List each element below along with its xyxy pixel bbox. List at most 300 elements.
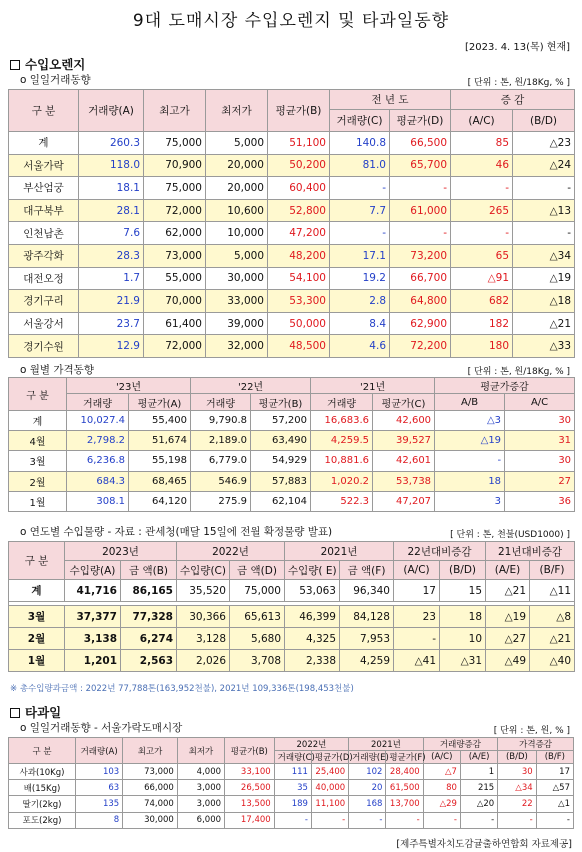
report-date: [2023. 4. 13(목) 현재] [464,42,570,53]
table-cell: 2.8 [330,290,390,313]
table-cell: 10,000 [206,222,268,245]
table-row [9,431,575,451]
table-cell: 168 [349,796,386,812]
row-label: 딸기(2kg) [9,796,76,812]
table-cell: 61,000 [390,199,451,222]
col-header: 구 분 [9,542,65,580]
table-row [9,812,574,828]
table-cell: 3,708 [230,650,285,672]
table-cell: - [451,222,513,245]
table-cell: 215 [460,780,497,796]
table-cell: 102 [349,764,386,780]
table-cell: 22 [498,796,536,812]
table-cell: 27 [505,471,575,491]
table-cell: - [330,222,390,245]
table-cell: 3,000 [177,780,224,796]
table-cell: 10,600 [206,199,268,222]
table-cell: △7 [423,764,460,780]
table-cell: 7.7 [330,199,390,222]
table-row [9,411,575,431]
table-cell: 1 [460,764,497,780]
table-cell: 10,881.6 [311,451,373,471]
table-cell: 546.9 [191,471,251,491]
table-cell: △1 [536,796,573,812]
table-cell: △31 [440,650,486,672]
table-cell: 9,790.8 [191,411,251,431]
table-cell: 32,000 [206,335,268,358]
table-cell: 66,000 [123,780,178,796]
table-cell: 86,165 [121,580,177,602]
table-cell: 6,000 [177,812,224,828]
table-cell: - [330,177,390,200]
col-header: 평균가(C) [373,394,435,411]
col-header: A/C [505,394,575,411]
row-label: 2월 [9,471,67,491]
table-cell: 62,104 [251,491,311,511]
row-label: 부산엄궁 [9,177,79,200]
table-cell: 40,000 [311,780,348,796]
table-cell: 47,207 [373,491,435,511]
table-cell: 17 [394,580,440,602]
table-cell: 18.1 [79,177,144,200]
row-label: 4월 [9,431,67,451]
row-label: 대전오정 [9,267,79,290]
table-cell: 522.3 [311,491,373,511]
table-row [9,650,575,672]
table-row [9,267,575,290]
table-cell: 30 [505,411,575,431]
table-cell: 53,738 [373,471,435,491]
col-header: 최고가 [123,738,178,764]
table-row [9,199,575,222]
table-cell: 1.7 [79,267,144,290]
table-cell: 4,000 [177,764,224,780]
daily-subtitle: o 일일거래동향 [20,74,91,86]
table-cell: - [349,812,386,828]
col-header: 2022년 [177,542,285,561]
table-cell: 55,400 [129,411,191,431]
table-cell: 1,201 [65,650,121,672]
table-cell: 72,200 [390,335,451,358]
table-cell: 5,000 [206,244,268,267]
table-row [9,764,574,780]
table-cell: △21 [530,628,575,650]
table-cell: 61,500 [386,780,423,796]
table-cell: 53,063 [285,580,340,602]
table-cell: 275.9 [191,491,251,511]
table-row [9,471,575,491]
source-footer: [제주특별자치도감귤출하연합회 자료제공] [396,839,572,850]
col-header: 수입량( E) [285,561,340,580]
col-header: 거래량 [311,394,373,411]
table-cell: △8 [530,606,575,628]
table-cell: 30 [498,764,536,780]
col-header: 구 분 [9,378,67,411]
table-cell: 30,000 [123,812,178,828]
table-cell: - [311,812,348,828]
table-cell: 60,400 [268,177,330,200]
col-header: (A/C) [423,751,460,764]
col-header: '23년 [67,378,191,394]
table-row [9,154,575,177]
table-cell: 140.8 [330,132,390,155]
col-header: (A/E) [486,561,530,580]
table-cell: 42,601 [373,451,435,471]
table-cell: - [513,222,575,245]
table-cell: △34 [513,244,575,267]
table-cell: 37,377 [65,606,121,628]
table-cell: 11,100 [311,796,348,812]
row-label: 서울가락 [9,154,79,177]
col-header: 가격증감 [498,738,574,751]
col-header: 증 감 [451,90,575,110]
row-label: 계 [9,132,79,155]
table-cell: 189 [274,796,311,812]
table-cell: 64,800 [390,290,451,313]
col-header: 최저가 [206,90,268,132]
table-cell: 7.6 [79,222,144,245]
table-cell: 85 [451,132,513,155]
table-cell: - [451,177,513,200]
col-header: 전 년 도 [330,90,451,110]
table-cell: - [536,812,573,828]
table-row [9,580,575,602]
table-cell: - [390,177,451,200]
table-row [9,780,574,796]
col-header: 구 분 [9,90,79,132]
col-header: 거래량(C) [274,751,311,764]
table-cell: 41,716 [65,580,121,602]
daily-table [8,89,575,358]
table-cell: - [513,177,575,200]
table-row [9,290,575,313]
row-label: 3월 [9,451,67,471]
table-cell: 2,189.0 [191,431,251,451]
table-cell: 4,325 [285,628,340,650]
table-cell: - [394,628,440,650]
table-cell: 28.3 [79,244,144,267]
table-row [9,491,575,511]
table-cell: - [390,222,451,245]
table-cell: 51,100 [268,132,330,155]
table-cell: △24 [513,154,575,177]
col-header: 2021년 [285,542,394,561]
table-cell: △19 [486,606,530,628]
table-cell: 180 [451,335,513,358]
table-cell: 18 [435,471,505,491]
table-cell: 62,000 [144,222,206,245]
table-cell: 3,138 [65,628,121,650]
table-cell: 103 [76,764,123,780]
col-header: 거래량(E) [349,751,386,764]
row-label: 광주각화 [9,244,79,267]
table-row [9,244,575,267]
table-cell: 81.0 [330,154,390,177]
table-cell: - [386,812,423,828]
row-label: 대구북부 [9,199,79,222]
table-cell: 28,400 [386,764,423,780]
table-cell: 8 [76,812,123,828]
table-cell: 75,000 [144,132,206,155]
table-row [9,222,575,245]
table-cell: 61,400 [144,312,206,335]
table-cell: △40 [530,650,575,672]
table-row [9,451,575,471]
table-cell: 3,000 [177,796,224,812]
col-header: 평균가(B) [251,394,311,411]
table-cell: 66,500 [390,132,451,155]
table-cell: 74,000 [123,796,178,812]
col-header: (A/C) [394,561,440,580]
table-cell: 39,000 [206,312,268,335]
col-header: 거래량(A) [79,90,144,132]
row-label: 인천남촌 [9,222,79,245]
table-cell: 57,200 [251,411,311,431]
col-header: 금 액(D) [230,561,285,580]
table-cell: - [435,451,505,471]
table-cell: 6,779.0 [191,451,251,471]
table-cell: 96,340 [340,580,394,602]
table-cell: 53,300 [268,290,330,313]
table-cell: 63,490 [251,431,311,451]
col-header: 평균가(B) [225,738,275,764]
table-cell: 23 [394,606,440,628]
table-cell: 63 [76,780,123,796]
section-fruit: 타과일 [10,703,61,721]
table-cell: 30 [505,451,575,471]
table-cell: 3 [435,491,505,511]
row-label: 1월 [9,650,65,672]
table-cell: 5,680 [230,628,285,650]
table-cell: 19.2 [330,267,390,290]
table-cell: 1,020.2 [311,471,373,491]
table-cell: 682 [451,290,513,313]
table-cell: 65 [451,244,513,267]
table-cell: 2,798.2 [67,431,129,451]
table-row [9,132,575,155]
table-cell: 54,100 [268,267,330,290]
table-cell: 46,399 [285,606,340,628]
table-cell: 2,563 [121,650,177,672]
table-cell: 66,700 [390,267,451,290]
row-label: 경기수원 [9,335,79,358]
table-cell: △20 [460,796,497,812]
table-cell: 33,100 [225,764,275,780]
table-cell: 17.1 [330,244,390,267]
col-header: 거래량 [67,394,129,411]
table-cell: 64,120 [129,491,191,511]
table-cell: 65,700 [390,154,451,177]
table-cell: 260.3 [79,132,144,155]
fruit-table [8,737,574,829]
col-header: (B/D) [498,751,536,764]
col-header: 수입량(C) [177,561,230,580]
col-header: '22년 [191,378,311,394]
table-row [9,628,575,650]
table-cell: - [498,812,536,828]
col-header: 거래량증감 [423,738,498,751]
table-cell: 55,000 [144,267,206,290]
col-header: 금 액(F) [340,561,394,580]
table-cell: 47,200 [268,222,330,245]
table-cell: 73,000 [144,244,206,267]
col-header: 거래량 [191,394,251,411]
monthly-unit: [ 단위 : 톤, 원/18Kg, % ] [467,367,570,377]
table-cell: 13,700 [386,796,423,812]
table-cell: △91 [451,267,513,290]
col-header: (B/F) [536,751,573,764]
table-cell: 72,000 [144,335,206,358]
annual-unit: [ 단위 : 톤, 천불(USD1000) ] [450,530,570,540]
table-cell: - [423,812,460,828]
table-cell: 21.9 [79,290,144,313]
table-cell: 16,683.6 [311,411,373,431]
table-cell: 50,000 [268,312,330,335]
table-cell: △18 [513,290,575,313]
table-cell: 70,000 [144,290,206,313]
table-cell: 25,400 [311,764,348,780]
square-bullet-icon [10,708,20,718]
table-cell: 684.3 [67,471,129,491]
table-cell: 20,000 [206,154,268,177]
table-cell: 6,236.8 [67,451,129,471]
table-cell: 30,000 [206,267,268,290]
monthly-subtitle: o 월별 가격동향 [20,364,94,376]
fruit-subtitle: o 일일거래동향 - 서울가락도매시장 [20,722,183,734]
table-cell: 42,600 [373,411,435,431]
table-cell: 8.4 [330,312,390,335]
table-cell: △41 [394,650,440,672]
page-title: 9대 도매시장 수입오렌지 및 타과일동향 [132,11,450,31]
table-cell: 15 [440,580,486,602]
table-cell: 73,200 [390,244,451,267]
table-cell: 118.0 [79,154,144,177]
table-cell: △27 [486,628,530,650]
col-header: 최고가 [144,90,206,132]
row-label: 배(15Kg) [9,780,76,796]
table-cell: 12.9 [79,335,144,358]
table-cell: 46 [451,154,513,177]
col-header: 22년대비증감 [394,542,486,561]
table-cell: 57,883 [251,471,311,491]
table-cell: 55,198 [129,451,191,471]
table-cell: 4,259 [340,650,394,672]
table-cell: 5,000 [206,132,268,155]
table-cell: 2,338 [285,650,340,672]
table-cell: 51,674 [129,431,191,451]
col-header: 평균가(A) [129,394,191,411]
col-header: 2023년 [65,542,177,561]
table-cell: △3 [435,411,505,431]
table-cell: 28.1 [79,199,144,222]
table-cell: △29 [423,796,460,812]
table-cell: 20,000 [206,177,268,200]
col-header: 거래량(A) [76,738,123,764]
col-header: (B/D) [440,561,486,580]
annual-table [8,541,575,672]
table-cell: 54,929 [251,451,311,471]
col-header: (A/E) [460,751,497,764]
col-header: 금 액(B) [121,561,177,580]
table-cell: 62,900 [390,312,451,335]
table-cell: 17,400 [225,812,275,828]
col-header: 21년대비증감 [486,542,575,561]
table-row [9,312,575,335]
table-cell: 6,274 [121,628,177,650]
row-label: 1월 [9,491,67,511]
col-header: 2022년 [274,738,349,751]
table-cell: 36 [505,491,575,511]
table-cell: 7,953 [340,628,394,650]
table-cell: 26,500 [225,780,275,796]
table-cell: 23.7 [79,312,144,335]
fruit-unit: [ 단위 : 톤, 원, % ] [493,726,570,736]
row-label: 계 [9,580,65,602]
table-cell: △19 [513,267,575,290]
table-cell: 31 [505,431,575,451]
table-cell: 35,520 [177,580,230,602]
table-cell: 72,000 [144,199,206,222]
total-import-note: ※ 총수입량과금액 : 2022년 77,788톤(163,952천불), 2021년 109,336톤(198,453천불) [10,684,354,694]
table-cell: - [274,812,311,828]
table-cell: 182 [451,312,513,335]
col-header: 평균가(F) [386,751,423,764]
col-header: A/B [435,394,505,411]
table-cell: 68,465 [129,471,191,491]
col-header: 평균가(D) [311,751,348,764]
table-cell: 35 [274,780,311,796]
row-label: 계 [9,411,67,431]
table-cell: 52,800 [268,199,330,222]
section-orange: 수입오렌지 [10,55,85,73]
row-label: 사과(10Kg) [9,764,76,780]
table-cell: 13,500 [225,796,275,812]
square-bullet-icon [10,60,20,70]
table-cell: △57 [536,780,573,796]
table-cell: 30,366 [177,606,230,628]
table-cell: △19 [435,431,505,451]
annual-subtitle: o 연도별 수입물량 - 자료 : 관세청(매달 15일에 전월 확정물량 발표) [20,526,333,538]
table-cell: △23 [513,132,575,155]
table-cell: △34 [498,780,536,796]
col-header: 평균가증감 [435,378,575,394]
table-cell: 50,200 [268,154,330,177]
table-cell: 75,000 [230,580,285,602]
table-cell: △49 [486,650,530,672]
col-header: (B/F) [530,561,575,580]
table-cell: 65,613 [230,606,285,628]
table-cell: 4,259.5 [311,431,373,451]
row-label: 3월 [9,606,65,628]
table-cell: 33,000 [206,290,268,313]
table-cell: 10 [440,628,486,650]
table-cell: 2,026 [177,650,230,672]
table-row [9,335,575,358]
table-cell: 10,027.4 [67,411,129,431]
table-cell: △21 [486,580,530,602]
col-header: 거래량(C) [330,110,390,132]
row-label: 2월 [9,628,65,650]
table-cell: △11 [530,580,575,602]
table-cell: 48,200 [268,244,330,267]
table-row [9,606,575,628]
daily-unit: [ 단위 : 톤, 원/18Kg, % ] [467,78,570,88]
col-header: 평균가(D) [390,110,451,132]
table-cell: 39,527 [373,431,435,451]
table-cell: 80 [423,780,460,796]
table-cell: 77,328 [121,606,177,628]
table-cell: 308.1 [67,491,129,511]
